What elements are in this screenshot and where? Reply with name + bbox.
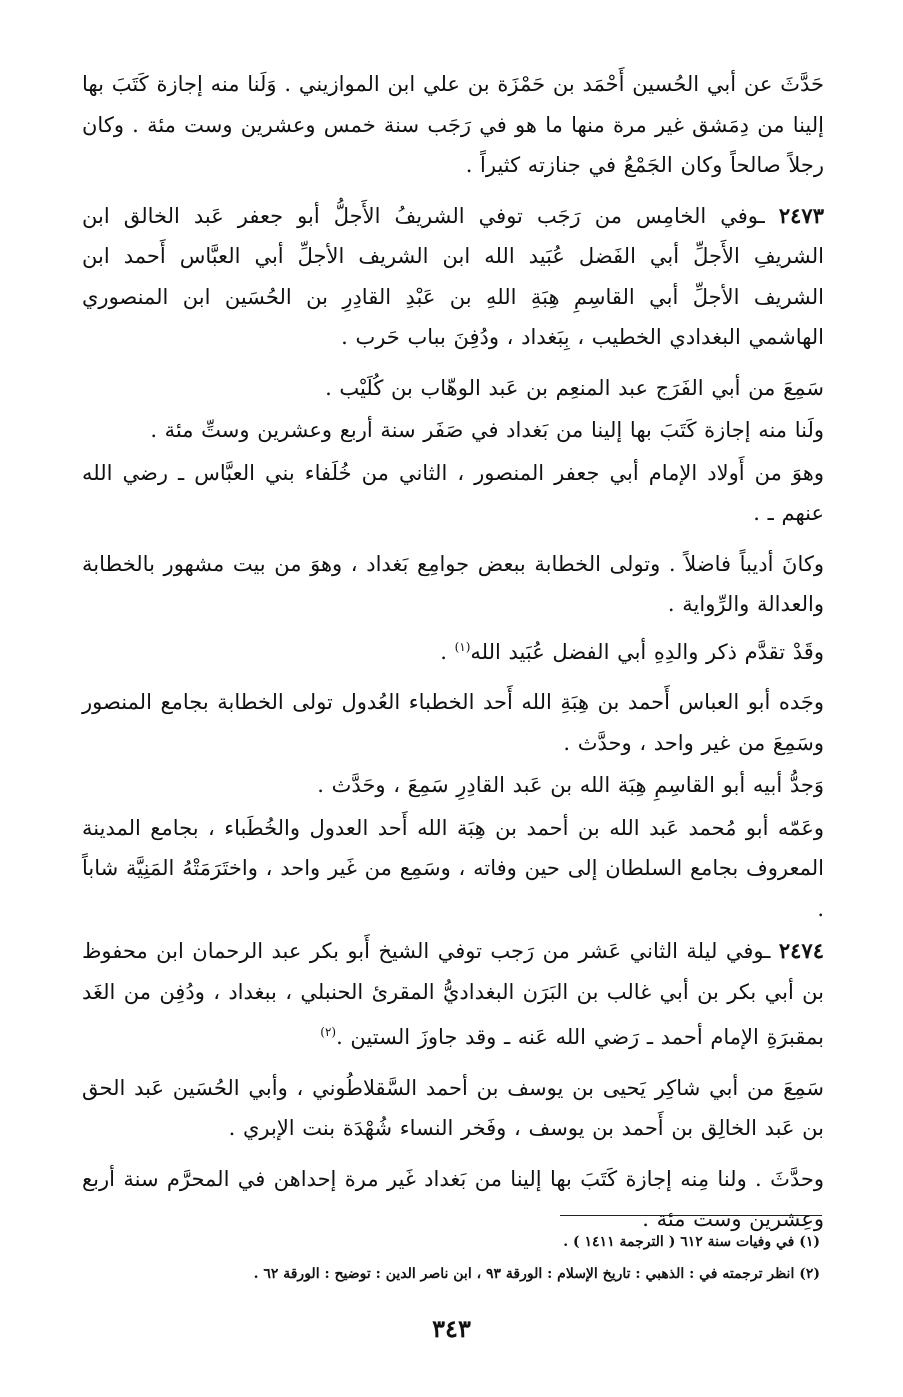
entry-2473-text: وفي الخامِس من رَجَب توفي الشريفُ الأَجلُّ أبو جعفر عَبد الخالق ابن الشريفِ الأَجلِّ أبي الفَضل عُبَيد الله ابن الشريف الأجلِّ أبي العبَّاس أَحمد ابن الشريف الأجلِّ أبي القاسِمِ هِبَةِ اللهِ بن عَبْدِ القادِرِ بن الحُسَين ابن المنصوري الهاشمي البغدادي الخطيب ، بِبَغداد ، ودُفِنَ بباب حَرب . [82,203,824,349]
footnote-ref-1: (١) [454,639,471,654]
main-text [82,64,824,1240]
paragraph-2474-ijaza: وحدَّثَ . ولنا مِنه إجازة كَتَبَ بها إلينا من بَغداد غَير مرة إحداهن في المحرَّم سنة أربع وعِشرين وست مئة . [82,1166,824,1231]
paragraph-grandfather: وجَده أبو العباس أَحمد بن هِبَةِ الله أَحد الخطباء العُدول تولى الخطابة بجامع المنصور وسَمِعَ من غير واحد ، وحدَّث . [82,690,825,755]
paragraph-2474-heard-from: سَمِعَ من أبي شاكِر يَحيى بن يوسف بن أحمد السَّقلاطُوني ، وأبي الحُسَين عَبد الحق بن عَبد الخالِق بن أَحمد بن يوسف ، وفَخر النساء شُهْدَة بنت الإبري . [82,1075,824,1140]
footnote-2: (٢) انظر ترجمته في : الذهبي : تاريخ الإسلام : الورقة ٩٣ ، ابن ناصر الدين : توضيح : الورقة ٦٢ . [253,1266,820,1282]
paragraph-heard-from: سَمِعَ من أبي الفَرَج عبد المنعِم بن عَبد الوهّاب بن كُلَيْب . [325,375,824,400]
paragraph-uncle: وعَمّه أبو مُحمد عَبد الله بن أحمد بن هِبَة الله أَحد العدول والخُطَباء ، بجامع المدينة المعروف بجامع السلطان إلى حين وفاته ، وسَمِع من غَير واحد ، واختَرَمَتْهُ المَنِيَّة شاباً . [82,815,824,921]
footnote-divider [560,1215,822,1216]
footnotes [90,1226,820,1290]
entry-2474-text: وفي ليلة الثاني عَشر من رَجب توفي الشيخ أَبو بكر عبد الرحمان ابن محفوظ بن أبي بكر بن أبي غالب بن البَرَن البغداديُّ المقرئ الحنبلي ، ببغداد ، ودُفِن من الغَد بمقبرَةِ الإمام أحمد ـ رَضي الله عَنه ـ وقد جاوزَ الستين . [82,939,824,1049]
separator: ـ [764,939,771,963]
separator: ـ [758,203,765,228]
father-mention-text: وقَدْ تقدَّم ذكر والدِهِ أبي الفضل عُبَيد الله [470,639,824,664]
entry-2473-heading-paragraph [82,196,824,358]
page-number: ٣٤٣ [432,1314,471,1343]
paragraph-continuation: حَدَّثَ عن أبي الحُسين أَحْمَد بن حَمْزَة بن علي ابن الموازيني . وَلَنا منه إجازة كَتَبَ بها إلينا من دِمَشق غير مرة منها ما هو في رَجَب سنة خمس وعشرين وست مئة . وكان رجلاً صالحاً وكان الجَمْعُ في جنازته كثيراً . [82,72,824,177]
footnote-1: (١) في وفيات سنة ٦١٢ ( الترجمة ١٤١١ ) . [563,1234,820,1250]
footnote-ref-2: (٢) [320,1025,337,1039]
entry-number-2474: ٢٤٧٤ [778,938,824,963]
entry-number-2473: ٢٤٧٣ [778,202,824,228]
paragraph-ijaza: ولَنا منه إجازة كَتَبَ بها إلينا من بَغداد في صَفَر سنة أربع وعشرين وستِّ مئة . [150,418,824,442]
paragraph-khataba: وكانَ أديباً فاضلاً . وتولى الخطابة ببعض جوامِع بَغداد ، وهوَ من بيت مشهور بالخطابة والعدالة والرِّواية . [82,551,824,616]
paragraph-father-mention: وقَدْ تقدَّم ذكر والدِهِ أبي الفضل عُبَيد الله$^{(١)}$ . [440,639,824,664]
entry-2474-heading-paragraph [82,931,824,1058]
paragraph-great-grandfather: وَجدُّ أبيه أبو القاسِمِ هِبَة الله بن عَبد القادِرِ سَمِعَ ، وحَدَّث . [317,773,824,797]
paragraph-lineage: وهوَ من أَولاد الإمام أبي جعفر المنصور ، الثاني من خُلَفاء بني العبَّاس ـ رضي الله عنهم ـ . [82,460,824,525]
